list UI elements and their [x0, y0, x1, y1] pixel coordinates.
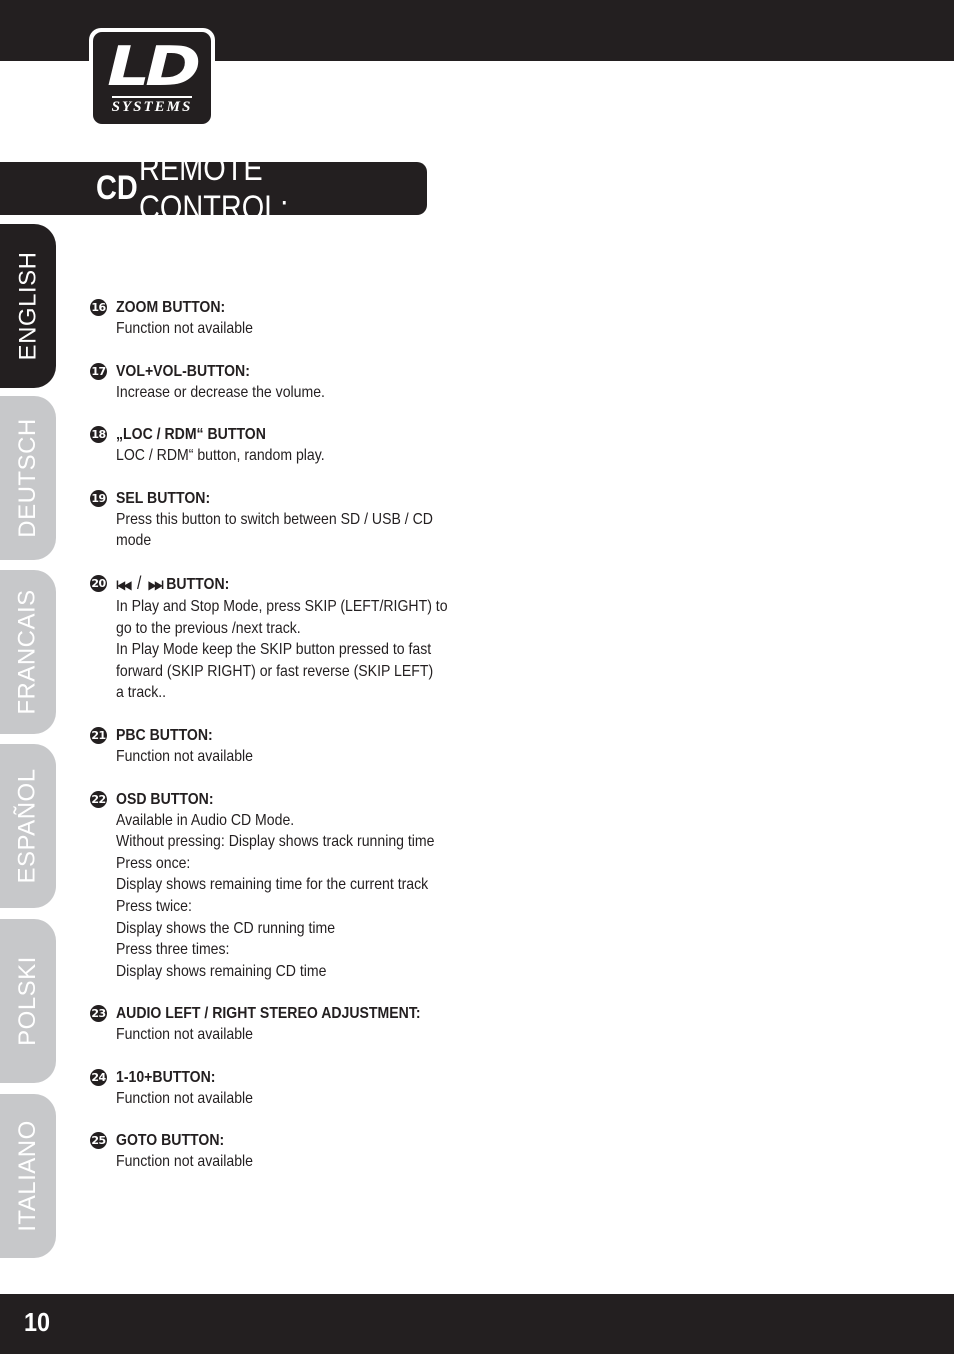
item-title: GOTO BUTTON:: [116, 1132, 225, 1150]
separator-slash: /: [136, 572, 142, 593]
item-title: VOL+VOL-BUTTON:: [116, 362, 250, 380]
list-item-loc-rdm: [90, 424, 490, 467]
item-text: Function not available: [116, 1153, 253, 1171]
item-text: Press once:: [116, 854, 191, 872]
item-title-text: BUTTON:: [166, 575, 230, 593]
item-text: go to the previous /next track.: [116, 619, 301, 637]
logo-sub-text: SYSTEMS: [112, 96, 193, 116]
page-number: 10: [24, 1307, 51, 1337]
item-text: Display shows remaining time for the current track: [116, 876, 429, 894]
skip-forward-icon: ▶▶I: [148, 577, 163, 592]
item-text: mode: [116, 532, 152, 550]
item-title: OSD BUTTON:: [116, 790, 214, 808]
tab-italiano[interactable]: [0, 1094, 56, 1258]
section-title-bold: CD: [96, 169, 138, 207]
item-text: Function not available: [116, 1026, 253, 1044]
tab-espanol[interactable]: [0, 744, 56, 908]
item-text: Function not available: [116, 747, 253, 765]
tab-english[interactable]: [0, 224, 56, 388]
item-text: Increase or decrease the volume.: [116, 383, 325, 401]
tab-label: ESPAÑOL: [14, 768, 42, 884]
item-number-badge: 17: [91, 364, 106, 378]
item-title: „LOC / RDM“ BUTTON: [116, 426, 266, 444]
item-number-badge: 18: [91, 428, 106, 442]
list-item-goto: [90, 1130, 490, 1173]
tab-polski[interactable]: [0, 919, 56, 1083]
item-text: Display shows the CD running time: [116, 919, 336, 937]
item-number-badge: 22: [91, 792, 106, 806]
item-text: forward (SKIP RIGHT) or fast reverse (SKIP LEFT): [116, 662, 434, 680]
item-title: ZOOM BUTTON:: [116, 299, 226, 316]
item-text: LOC / RDM“ button, random play.: [116, 447, 325, 465]
item-text: Function not available: [116, 320, 253, 337]
item-number-badge: 19: [91, 491, 106, 505]
item-number-badge: 16: [91, 301, 106, 314]
item-number-badge: 25: [91, 1134, 106, 1148]
item-text: Available in Audio CD Mode.: [116, 811, 295, 829]
tab-label: ENGLISH: [14, 251, 41, 361]
list-item-skip: [90, 573, 490, 704]
tab-label: POLSKI: [14, 956, 41, 1046]
item-text: Press three times:: [116, 941, 230, 959]
list-item-1-10: [90, 1067, 490, 1110]
tab-label: DEUTSCH: [14, 418, 42, 538]
item-text: Display shows remaining CD time: [116, 962, 327, 980]
list-item-volume: [90, 361, 490, 404]
logo-main-text: LD: [107, 35, 197, 98]
list-item-osd: [90, 789, 490, 983]
tab-francais[interactable]: [0, 570, 56, 734]
item-title: SEL BUTTON:: [116, 489, 211, 507]
list-item-sel: [90, 488, 490, 552]
list-item-audio-balance: [90, 1003, 490, 1046]
item-number-badge: 20: [91, 576, 106, 590]
section-title-bar: [0, 149, 427, 227]
ld-systems-logo: [89, 28, 215, 128]
list-item-zoom: [90, 297, 490, 340]
section-title: REMOTE CONTROL:: [139, 149, 289, 227]
item-number-badge: 21: [91, 728, 106, 742]
item-title: [116, 573, 445, 596]
item-text: Press twice:: [116, 897, 192, 915]
item-number-badge: 24: [91, 1070, 106, 1084]
list-item-pbc: [90, 725, 490, 768]
item-title: PBC BUTTON:: [116, 726, 213, 744]
item-text: In Play Mode keep the SKIP button pressed to fast: [116, 641, 432, 659]
remote-control-list: [90, 297, 490, 1194]
item-title: 1-10+BUTTON:: [116, 1068, 216, 1086]
item-text: Press this button to switch between SD / USB / CD: [116, 510, 433, 528]
item-title: AUDIO LEFT / RIGHT STEREO ADJUSTMENT:: [116, 1005, 421, 1023]
item-number-badge: 23: [91, 1007, 106, 1021]
tab-deutsch[interactable]: [0, 396, 56, 560]
tab-label: ITALIANO: [14, 1120, 42, 1232]
item-text: Function not available: [116, 1089, 253, 1107]
item-text: Without pressing: Display shows track running time: [116, 833, 435, 851]
bottom-bar: [0, 1294, 954, 1354]
logo-badge: [93, 32, 211, 124]
skip-back-icon: I◀◀: [116, 577, 130, 592]
tab-label: FRANCAIS: [14, 589, 42, 715]
item-text: In Play and Stop Mode, press SKIP (LEFT/RIGHT) to: [116, 597, 448, 615]
item-text: a track..: [116, 684, 167, 702]
